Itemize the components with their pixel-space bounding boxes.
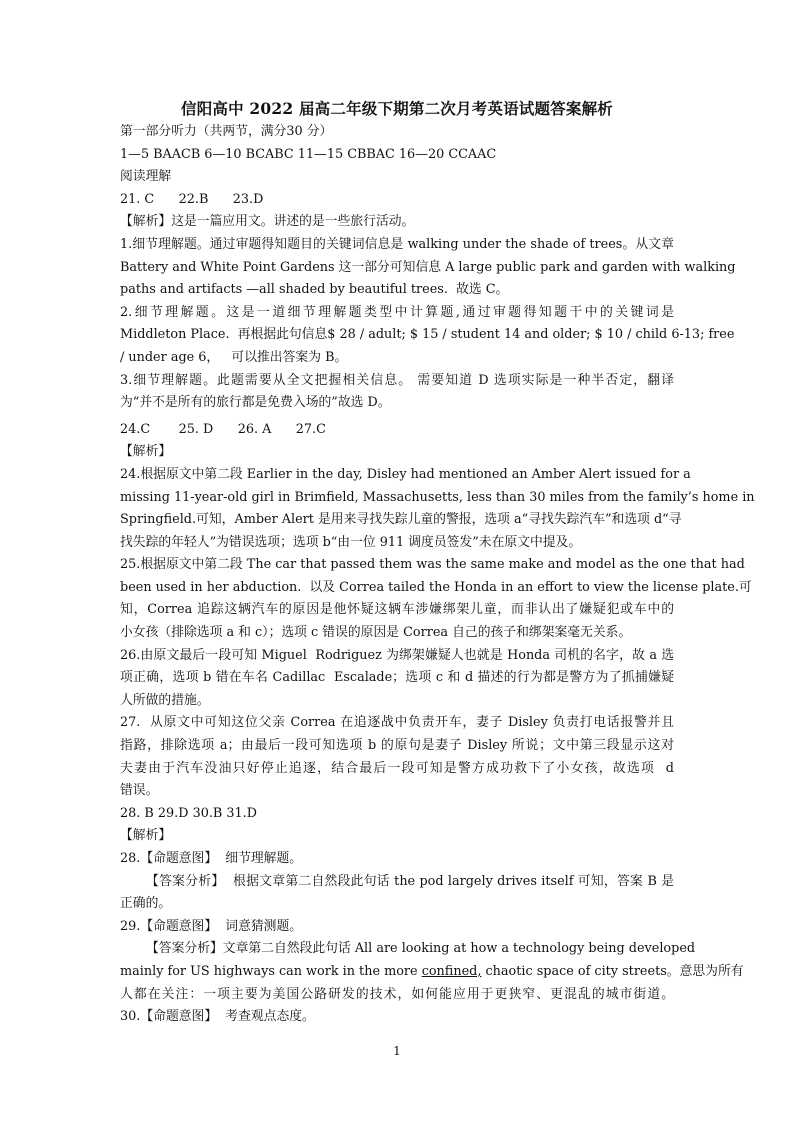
page-number: 1 [393,1044,401,1058]
text-line: paths and artifacts —all shaded by beautiful trees. 故选 C。 [120,282,509,298]
text-line: 28.【命题意图】 细节理解题。 [120,851,303,866]
text-line: 2.细节理解题。这是一道细节理解题类型中计算题,通过审题得知题干中的关键词是 [120,304,674,320]
listening-answers: 1—5 BAACB 6—10 BCABC 11—15 CBBAC 16—20 CCAAC [120,146,497,162]
text-line: 30.【命题意图】 考查观点态度。 [120,1009,315,1025]
text-line: 人所做的措施。 [120,692,210,708]
text-line: 25.根据原文中第二段 The car that passed them was the same make and model as the one that had [120,557,745,573]
text-line: 【答案分析】 根据文章第二自然段此句话 the pod largely drives itself 可知，答案 B 是 [146,873,674,889]
text-line: 24.根据原文中第二段 Earlier in the day, Disley had mentioned an Amber Alert issued for a [120,466,691,482]
text-line: 27. 从原文中可知这位父亲 Correa 在追逐战中负责开车，妻子 Disley 负责打电话报警并且 [120,715,674,731]
text-line: / under age 6， 可以推出答案为 B。 [120,349,348,365]
text-segment: mainly for US highways can work in the more [120,963,422,979]
underlined-word: confined, [421,963,482,979]
text-line: 夫妻由于汽车没油只好停止追逐，结合最后一段可知是警方成功救下了小女孩，故选项 d [120,760,674,776]
text-line [120,961,744,984]
analysis-heading: 【解析】 [120,444,172,460]
text-line: missing 11-year-old girl in Brimfield, Massachusetts, less than 30 miles from the family’s home in [120,489,755,505]
text-line: been used in her abduction. 以及 Correa tailed the Honda in an effort to view the license plate.可 [120,579,752,595]
text-line: 小女孩（排除选项 a 和 c）；选项 c 错误的原因是 Correa 自己的孩子和绑架案毫无关系。 [120,625,632,641]
text-line: 26.由原文最后一段可知 Miguel Rodriguez 为绑架嫌疑人也就是 Honda 司机的名字，故 a 选 [120,647,674,663]
analysis-line: 【解析】这是一篇应用文。讲述的是一些旅行活动。 [120,214,415,230]
text-line: 【答案分析】文章第二自然段此句话 All are looking at how a technology being developed [146,941,696,957]
text-line: Springfield.可知，Amber Alert 是用来寻找失踪儿童的警报，选项 a“寻找失踪汽车”和选项 d“寻 [120,512,682,528]
text-line: 3.细节理解题。此题需要从全文把握相关信息。 需要知道 D 选项实际是一种半否定，翻译 [120,372,674,388]
section-heading: 阅读理解 [120,169,172,185]
section-heading: 第一部分听力（共两节，满分30 分） [120,124,333,139]
text-line: 29.【命题意图】 词意猜测题。 [120,918,303,934]
text-line: 正确的。 [120,896,172,912]
text-line: Battery and White Point Gardens 这一部分可知信息 A large public park and garden with walking [120,259,736,275]
document-body [120,121,755,1029]
document-title: 信阳高中 2022 届高二年级下期第二次月考英语试题答案解析 [181,99,613,118]
text-line: 1.细节理解题。通过审题得知题目的关键词信息是 walking under the shade of trees。从文章 [120,236,674,252]
analysis-heading: 【解析】 [120,828,172,844]
text-line: 找失踪的年轻人”为错误选项；选项 b“由一位 911 调度员签发”未在原文中提及。 [120,534,582,550]
text-line: Middleton Place. 再根据此句信息$ 28 / adult; $ 15 / student 14 and older; $ 10 / child 6-13; free [120,327,735,343]
answer-line: 24.C 25. D 26. A 27.C [120,421,326,437]
answer-line: 21. C 22.B 23.D [120,191,264,207]
text-line: 人都在关注：一项主要为美国公路研发的技术，如何能应用于更狭窄、更混乱的城市街道。 [120,986,674,1002]
text-line: 错误。 [120,783,159,799]
text-line: 指路，排除选项 a；由最后一段可知选项 b 的原句是妻子 Disley 所说；文中第三段显示这对 [120,738,674,754]
text-segment: chaotic space of city streets。意思为所有 [481,963,744,979]
answer-line: 28. B 29.D 30.B 31.D [120,805,258,821]
text-line: 项正确，选项 b 错在车名 Cadillac Escalade；选项 c 和 d 描述的行为都是警方为了抓捕嫌疑 [120,670,674,686]
text-line: 知，Correa 追踪这辆汽车的原因是他怀疑这辆车涉嫌绑架儿童，而非认出了嫌疑犯或车中的 [120,602,674,618]
text-line: 为“并不是所有的旅行都是免费入场的”故选 D。 [120,395,391,411]
